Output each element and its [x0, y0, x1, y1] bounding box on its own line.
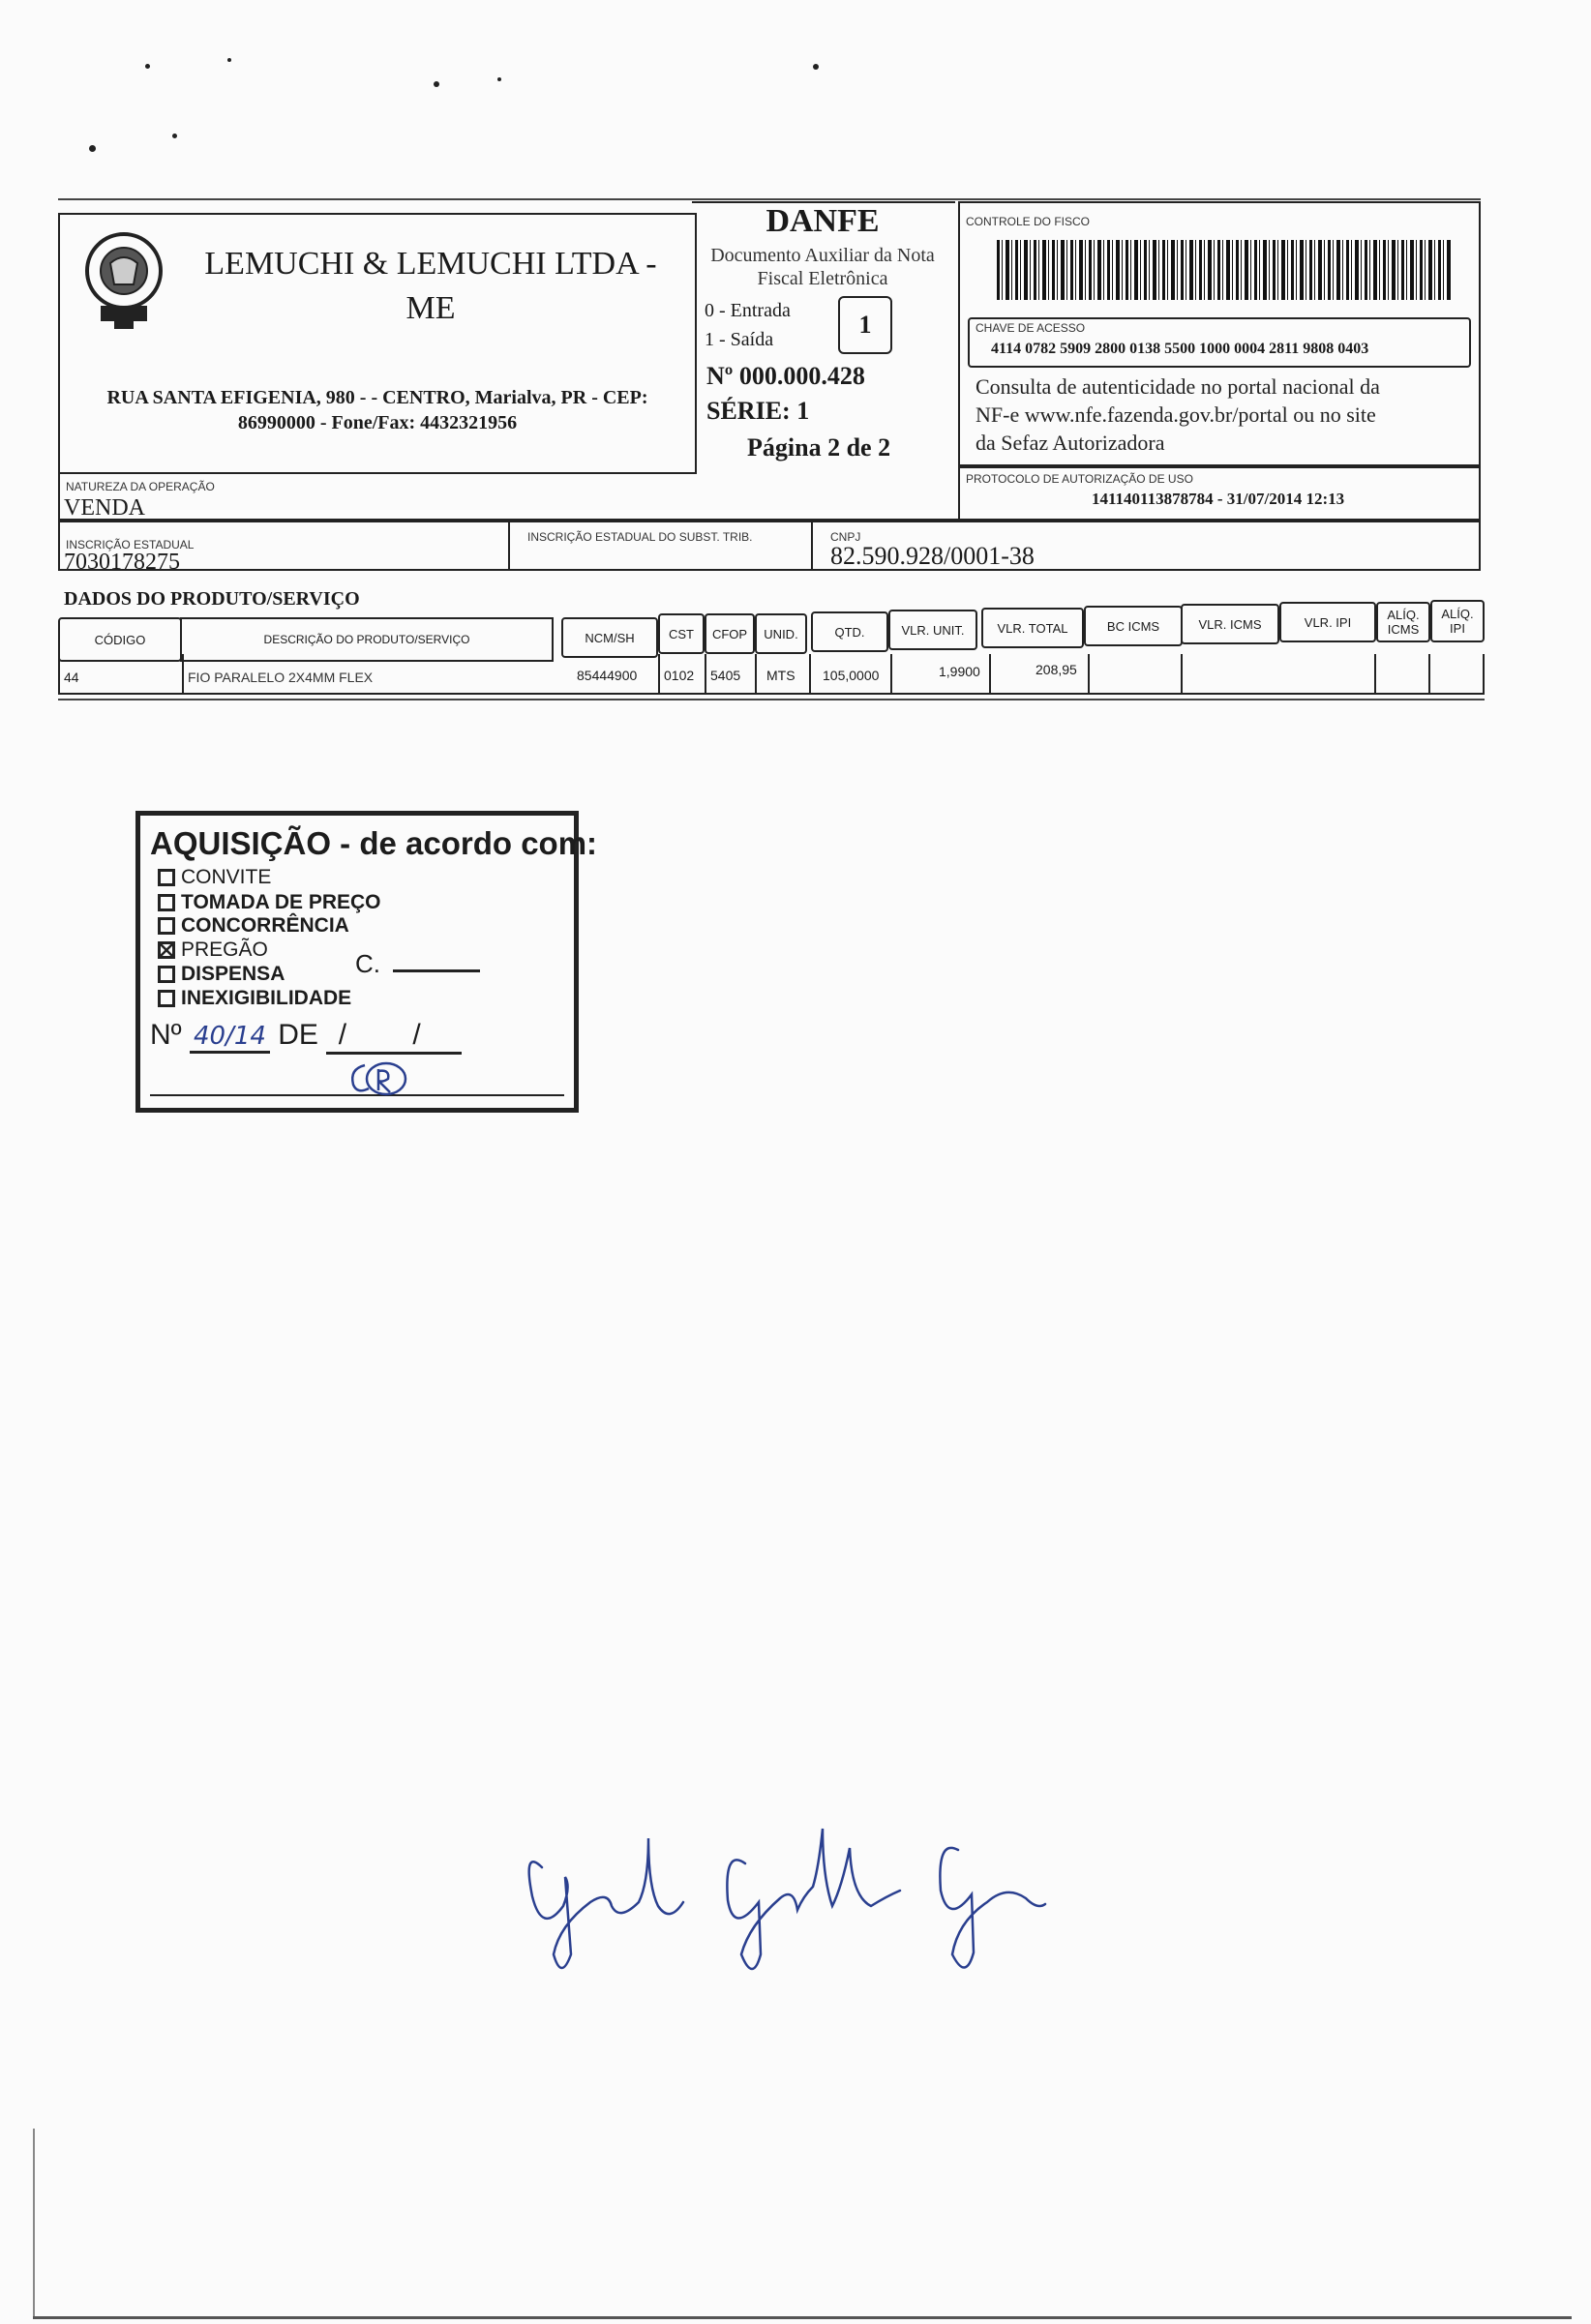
col-header-unid: [755, 613, 807, 654]
divider: [705, 654, 706, 695]
danfe-title: DANFE: [765, 203, 880, 239]
stamp-date-blank: / /: [326, 1019, 462, 1055]
stamp-option-label: CONCORRÊNCIA: [181, 914, 349, 937]
divider: [508, 522, 510, 571]
handwritten-signature: [503, 1809, 1055, 1983]
scan-speck: [434, 81, 439, 87]
chave-acesso-label: CHAVE DE ACESSO: [976, 321, 1086, 335]
danfe-subtitle-line1: Documento Auxiliar da Nota: [710, 245, 935, 266]
divider: [890, 654, 892, 695]
ie-subst-label: INSCRIÇÃO ESTADUAL DO SUBST. TRIB.: [527, 530, 753, 544]
danfe-tipo-box: [838, 296, 892, 354]
stamp-numero-value: 40/14: [190, 1022, 270, 1054]
company-address: [62, 385, 693, 435]
danfe-pagina: Página 2 de 2: [747, 433, 891, 462]
address-line1: RUA SANTA EFIGENIA, 980 - - CENTRO, Marialva, PR - CEP:: [106, 387, 648, 408]
stamp-option-label: INEXIGIBILIDADE: [181, 987, 352, 1009]
divider: [1088, 654, 1090, 695]
divider: [989, 654, 991, 695]
row-codigo: 44: [64, 670, 79, 685]
danfe-subtitle: [689, 244, 956, 290]
col-header-vlr-total: [981, 608, 1084, 648]
chave-acesso-value: 4114 0782 5909 2800 0138 5500 1000 0004 2811 9808 0403: [991, 341, 1369, 357]
danfe-entrada: 0 - Entrada: [705, 300, 791, 321]
divider: [1374, 654, 1376, 695]
table-bottom-rule: [58, 699, 1485, 700]
consulta-line3: da Sefaz Autorizadora: [976, 431, 1165, 455]
consulta-text: [976, 372, 1479, 457]
ie-value: 7030178275: [64, 550, 180, 575]
col-header-codigo-text: CÓDIGO: [94, 632, 146, 647]
protocolo-value: 141140113878784 - 31/07/2014 12:13: [1092, 490, 1345, 508]
row-vlr-total: 208,95: [1036, 662, 1077, 677]
row-qtd: 105,0000: [823, 668, 880, 683]
controle-fisco-label: CONTROLE DO FISCO: [966, 215, 1091, 228]
col-header-bc-icms-text: BC ICMS: [1106, 618, 1160, 634]
scan-speck: [813, 64, 819, 70]
stamp-numero-prefix: Nº: [150, 1019, 182, 1051]
divider: [1181, 654, 1183, 695]
danfe-tipo-value: 1: [858, 311, 872, 339]
col-header-aliq-icms: [1376, 602, 1430, 642]
checkbox-icon: [158, 869, 175, 886]
col-header-cst-text: CST: [669, 626, 694, 641]
stamp-option-dispensa: [158, 963, 285, 986]
divider: [1428, 654, 1430, 695]
divider: [811, 522, 813, 571]
col-header-aliq-ipi-line1: ALÍQ.: [1441, 607, 1474, 621]
stamp-numero-line: [150, 1019, 462, 1055]
stamp-option-label: DISPENSA: [181, 963, 285, 985]
scan-speck: [89, 145, 96, 152]
cnpj-label: CNPJ: [830, 530, 861, 544]
stamp-option-concorrencia: [158, 914, 349, 938]
divider: [809, 654, 811, 695]
col-header-qtd: [811, 611, 888, 652]
checkbox-icon: [158, 966, 175, 983]
col-header-vlr-unit: [888, 610, 977, 650]
stamp-option-label: CONVITE: [181, 866, 272, 888]
checkbox-checked-icon: [158, 941, 175, 959]
col-header-aliq-icms-line1: ALÍQ.: [1387, 608, 1420, 622]
col-header-vlr-ipi: [1279, 602, 1376, 642]
divider: [58, 654, 60, 695]
col-header-vlr-unit-text: VLR. UNIT.: [901, 622, 965, 638]
col-header-bc-icms: [1084, 606, 1183, 646]
barcode: [997, 240, 1452, 300]
ie-label: INSCRIÇÃO ESTADUAL: [66, 538, 195, 551]
col-header-cfop: [705, 613, 755, 654]
acquisition-stamp: [135, 811, 598, 1113]
col-header-aliq-ipi-line2: IPI: [1450, 621, 1465, 636]
danfe-numero: Nº 000.000.428: [706, 362, 865, 390]
stamp-option-tomada: [158, 891, 381, 914]
scan-edge-left: [33, 2129, 35, 2316]
scan-speck: [497, 77, 501, 81]
col-header-cfop-text: CFOP: [711, 626, 748, 641]
row-ncm: 85444900: [577, 668, 638, 683]
col-header-aliq-ipi: [1430, 600, 1485, 642]
protocolo-label: PROTOCOLO DE AUTORIZAÇÃO DE USO: [966, 472, 1193, 486]
stamp-option-inexigibilidade: [158, 987, 351, 1010]
consulta-line2: NF-e www.nfe.fazenda.gov.br/portal ou no site: [976, 402, 1376, 427]
col-header-aliq-icms-line2: ICMS: [1387, 622, 1420, 637]
danfe-subtitle-line2: Fiscal Eletrônica: [757, 268, 888, 289]
stamp-de-label: DE: [278, 1019, 318, 1051]
stamp-title: AQUISIÇÃO - de acordo com:: [150, 825, 598, 861]
stamp-c-blank: [393, 969, 480, 972]
row-descricao: FIO PARALELO 2X4MM FLEX: [188, 670, 374, 685]
scan-edge-bottom: [33, 2316, 1572, 2319]
divider: [658, 654, 660, 695]
col-header-vlr-ipi-text: VLR. IPI: [1304, 614, 1352, 630]
stamp-option-label: TOMADA DE PREÇO: [181, 891, 381, 913]
divider: [755, 654, 757, 695]
address-line2: 86990000 - Fone/Fax: 4432321956: [237, 412, 518, 433]
cnpj-value: 82.590.928/0001-38: [830, 542, 1035, 570]
company-logo: [75, 224, 172, 331]
stamp-initials: [344, 1056, 411, 1102]
col-header-ncm-text: NCM/SH: [585, 630, 635, 645]
stamp-option-label: PREGÃO: [181, 939, 268, 961]
divider: [1483, 654, 1485, 695]
natureza-label: NATUREZA DA OPERAÇÃO: [66, 480, 215, 493]
checkbox-icon: [158, 990, 175, 1007]
top-rule: [58, 198, 1481, 200]
stamp-c-label: C.: [355, 949, 380, 978]
company-name-line1: LEMUCHI & LEMUCHI LTDA -: [204, 246, 657, 282]
col-header-vlr-icms: [1181, 604, 1279, 644]
natureza-value: VENDA: [64, 495, 145, 521]
col-header-qtd-text: QTD.: [834, 624, 865, 640]
col-header-vlr-icms-text: VLR. ICMS: [1198, 616, 1262, 632]
inscricoes-row: [58, 521, 1481, 571]
col-header-cst: [658, 613, 705, 654]
company-name-line2: ME: [405, 290, 456, 326]
consulta-line1: Consulta de autenticidade no portal nacional da: [976, 374, 1380, 399]
row-cfop: 5405: [710, 668, 741, 683]
produtos-section-title: DADOS DO PRODUTO/SERVIÇO: [64, 588, 360, 610]
scan-speck: [145, 64, 150, 69]
stamp-c-field: [355, 949, 480, 979]
scan-speck: [227, 58, 231, 62]
danfe-serie: SÉRIE: 1: [706, 397, 810, 425]
row-unid: MTS: [766, 668, 796, 683]
company-name: [179, 242, 682, 331]
danfe-saida: 1 - Saída: [705, 329, 774, 350]
row-cst: 0102: [664, 668, 695, 683]
scan-speck: [172, 134, 177, 138]
col-header-unid-text: UNID.: [764, 626, 798, 641]
col-header-ncm: [561, 617, 658, 658]
col-header-vlr-total-text: VLR. TOTAL: [997, 620, 1068, 636]
divider: [182, 654, 184, 695]
stamp-option-convite: [158, 866, 271, 889]
col-header-descricao-text: DESCRIÇÃO DO PRODUTO/SERVIÇO: [263, 633, 470, 646]
checkbox-icon: [158, 917, 175, 935]
checkbox-icon: [158, 894, 175, 911]
table-row: [58, 654, 1485, 695]
row-vlr-unit: 1,9900: [939, 664, 980, 679]
stamp-option-pregao: [158, 939, 268, 962]
